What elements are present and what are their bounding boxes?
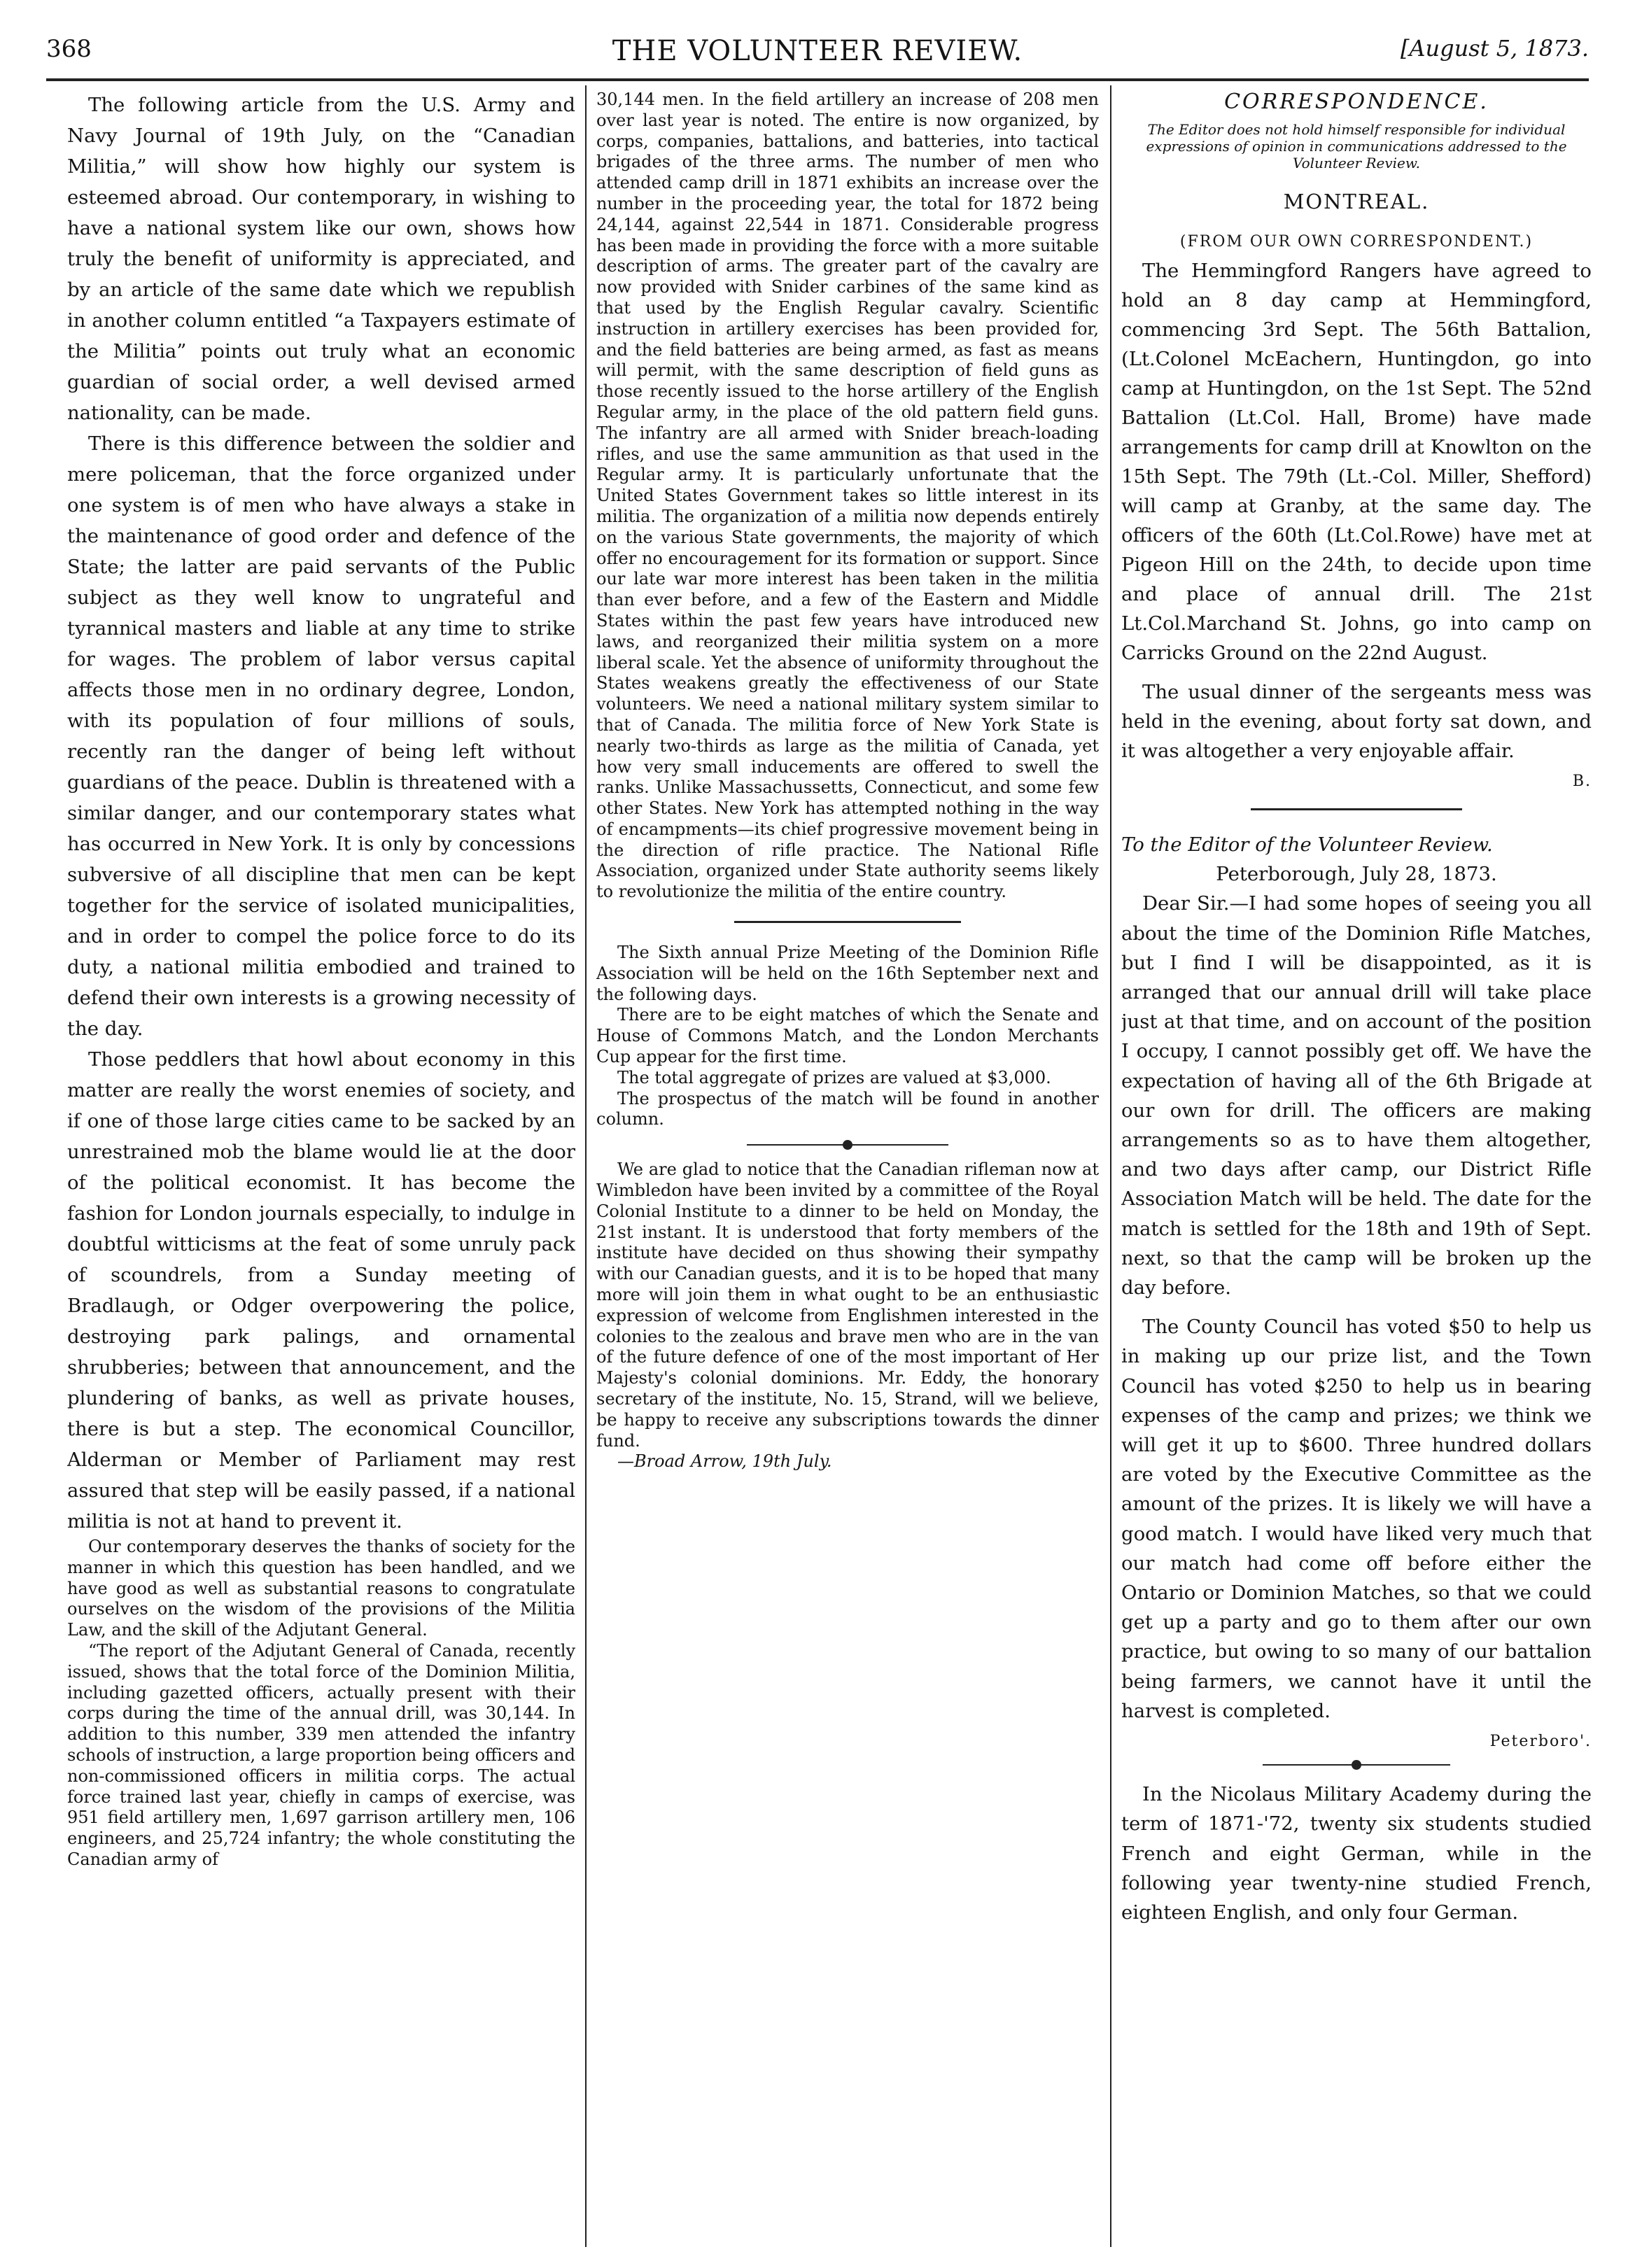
column-right [1121, 90, 1592, 2254]
header-rule [46, 78, 1589, 81]
column-left [67, 90, 575, 2254]
correspondent-line: (FROM OUR OWN CORRESPONDENT.) [1179, 233, 1534, 251]
article-paragraph: The total aggregate of prizes are valued at $3,000. [617, 1067, 1051, 1087]
article-paragraph: “The report of the Adjutant General of Canada, recently issued, shows that the total force of the Dominion Militia, including gazetted officers, actually present with their corps during the time of the annual drill, was 30,144. In addition to this number, 339 men attended the infantry schools of instruction, a large proportion being officers and non-commissioned officers in militia corps. The actual force trained last year, chiefly in camps of exercise, was 951 field artillery men, 1,697 garrison artillery men, 106 engineers, and 25,724 infantry; the whole constituting the Canadian army of [67, 1640, 575, 1869]
source-citation: —Broad Arrow, 19th July. [617, 1451, 832, 1472]
page-header [46, 35, 1589, 77]
editor-disclaimer: The Editor does not hold himself responsible for individual expressions of opinion in communications addressed to the Volunteer Review. [1146, 121, 1567, 171]
column-divider [1110, 85, 1111, 2247]
letter-salutation: To the Editor of the Volunteer Review. [1121, 833, 1493, 856]
page-number: 368 [46, 35, 92, 63]
article-paragraph: We are glad to notice that the Canadian rifleman now at Wimbledon have been invited by a committee of the Royal Colonial Institute to a dinner to be held on Monday, the 21st instant. It is understood that forty members of the institute have decided on thus showing their sympathy with our Canadian guests, and it is to be hoped that many more will join them in what ought to be an enthusiastic expression of welcome from Englishmen interested in the colonies to the zealous and brave men who are in the van of the future defence of one of the most important of Her Majesty's colonial dominions. Mr. Eddy, the honorary secretary of the institute, No. 15, Strand, will we believe, be happy to receive any subscriptions towards the dinner fund. [596, 1160, 1099, 1451]
article-paragraph: 30,144 men. In the field artillery an increase of 208 men over last year is noted. The entire is now organized, by corps, companies, battalions, and batteries, into tactical brigades of the three arms. The number of men who attended camp drill in 1871 exhibits an increase over the number in the proceeding year, the total for 1872 being 24,144, against 22,544 in 1871. Considerable progress has been made in providing the force with a more suitable description of arms. The greater part of the cavalry are now provided with Snider carbines of the same kind as that used by the English Regular cavalry. Scientific instruction in artillery exercises has been provided for, and the field batteries are being armed, as fast as means will permit, with the same description of field guns as those recently issued to the horse artillery of the English Regular army, in the place of the old pattern field guns. The infantry are all armed with Snider breach-loading rifles, and use the same ammunition as that used in the Regular army. It is particularly unfortunate that the United States Government takes so little interest in its militia. The organization of a militia now depends entirely on the various State governments, the majority of which offer no encouragement for its formation or support. Since our late war more interest has been taken in the militia than ever before, and a few of the Eastern and Middle States within the past few years have introduced new laws, and reorganized their militia system on a more liberal scale. Yet the absence of uniformity throughout the States weakens greatly the effectiveness of our State volunteers. We need a national military system similar to that of Canada. The militia force of New York State is nearly two-thirds as large as the militia of Canada, yet how very small inducements are offered to swell the ranks. Unlike Massachussetts, Connecticut, and some few other States. New York has attempted nothing in the way of encampments—its chief progressive movement being in the direction of rifle practice. The National Rifle Association, organized under State authority seems likely to revolutionize the militia of the entire country. [596, 90, 1099, 902]
correspondence-heading: CORRESPONDENCE. [1224, 90, 1489, 114]
signature: B. [1572, 773, 1592, 790]
article-paragraph: Our contemporary deserves the thanks of society for the manner in which this question has been handled, and we have good as well as substantial reasons to congratulate ourselves on the wisdom of the provisions of the Militia Law, and the skill of the Adjutant General. [67, 1537, 575, 1640]
publication-title: THE VOLUNTEER REVIEW. [612, 35, 1023, 67]
article-paragraph: Those peddlers that howl about economy in this matter are really the worst enemies of society, and if one of those large cities came to be sacked by an unrestrained mob the blame would lie at the door of the political economist. It has become the fashion for London journals especially, to indulge in doubtful witticisms at the feat of some unruly pack of scoundrels, from a Sunday meeting of Bradlaugh, or Odger overpowering the police, destroying park palings, and ornamental shrubberies; between that announcement, and the plundering of banks, as well as private houses, there is but a step. The economical Councillor, Alderman or Member of Parliament may rest assured that step will be easily passed, if a national militia is not at hand to prevent it. [67, 1048, 575, 1533]
section-rule [1251, 808, 1462, 810]
column-divider [585, 85, 587, 2247]
article-paragraph: There is this difference between the soldier and mere policeman, that the force organized under one system is of men who have always a stake in the maintenance of good order and defence of the State; the latter are paid servants of the Public subject as they well know to ungrateful and tyrannical masters and liable at any time to strike for wages. The problem of labor versus capital affects those men in no ordinary degree, London, with its population of four millions of souls, recently ran the danger of being left without guardians of the peace. Dublin is threatened with a similar danger, and our contemporary states what has occurred in New York. It is only by concessions subversive of all discipline that men can be kept together for the service of isolated municipalities, and in order to compel the police force to do its duty, a national militia embodied and trained to defend their own interests is a growing necessity of the day. [67, 432, 575, 1040]
issue-date: [August 5, 1873. [1400, 35, 1589, 62]
article-paragraph: There are to be eight matches of which the Senate and House of Commons Match, and the London Merchants Cup appear for the first time. [596, 1005, 1099, 1067]
article-paragraph: The Sixth annual Prize Meeting of the Dominion Rifle Association will be held on the 16th September next and the following days. [596, 943, 1099, 1004]
article-paragraph: The following article from the U.S. Army and Navy Journal of 19th July, on the “Canadian Militia,” will show how highly our system is esteemed abroad. Our contemporary, in wishing to have a national system like our own, shows how truly the benefit of uniformity is appreciated, and by an article of the same date which we republish in another column entitled “a Taxpayers estimate of the Militia” points out truly what an economic guardian of social order, a well devised armed nationality, can be made. [67, 94, 575, 424]
section-heading: MONTREAL. [1283, 190, 1430, 213]
article-paragraph: The County Council has voted $50 to help us in making up our prize list, and the Town Council has voted $250 to help us in bearing expenses of the camp and prizes; we think we will get it up to $600. Three hundred dollars are voted by the Executive Committee as the amount of the prizes. It is likely we will have a good match. I would have liked very much that our match had come off before either the Ontario or Dominion Matches, so that we could get up a party and go to them after our own practice, but owing to so many of our battalion being farmers, we cannot have it until the harvest is completed. [1121, 1316, 1592, 1722]
ornament-divider [1121, 1760, 1592, 1770]
article-paragraph: The usual dinner of the sergeants mess was held in the evening, about forty sat down, and it was altogether a very enjoyable affair. [1121, 681, 1592, 762]
column-middle [596, 90, 1099, 2254]
signature: Peterboro'. [1489, 1733, 1592, 1751]
article-paragraph: Dear Sir.—I had some hopes of seeing you all about the time of the Dominion Rifle Matches, but I find I will be disappointed, as it is arranged that our annual drill will take place just at that time, and on account of the position I occupy, I cannot possibly get off. We have the expectation of having all of the 6th Brigade at our own for drill. The officers are making arrangements so as to have them altogether, and two days after camp, our District Rifle Association Match will be held. The date for the match is settled for the 18th and 19th of Sept. next, so that the camp will be broken up the day before. [1121, 892, 1592, 1299]
section-rule [734, 921, 960, 923]
ornament-divider [596, 1140, 1099, 1150]
letter-place-date: Peterborough, July 28, 1873. [1216, 863, 1497, 886]
article-paragraph: The prospectus of the match will be found in another column. [596, 1088, 1099, 1129]
article-paragraph: The Hemmingford Rangers have agreed to hold an 8 day camp at Hemmingford, commencing 3rd Sept. The 56th Battalion, (Lt.Colonel McEachern, Huntingdon, go into camp at Huntingdon, on the 1st Sept. The 52nd Battalion (Lt.Col. Hall, Brome) have made arrangements for camp drill at Knowlton on the 15th Sept. The 79th (Lt.-Col. Miller, Shefford) will camp at Granby, at the same day. The officers of the 60th (Lt.Col.Rowe) have met at Pigeon Hill on the 24th, to decide upon time and place of annual drill. The 21st Lt.Col.Marchand St. Johns, go into camp on Carricks Ground on the 22nd August. [1121, 260, 1592, 664]
article-paragraph: In the Nicolaus Military Academy during the term of 1871-'72, twenty six students studied French and eight German, while in the following year twenty-nine studied French, eighteen English, and only four German. [1121, 1783, 1592, 1924]
